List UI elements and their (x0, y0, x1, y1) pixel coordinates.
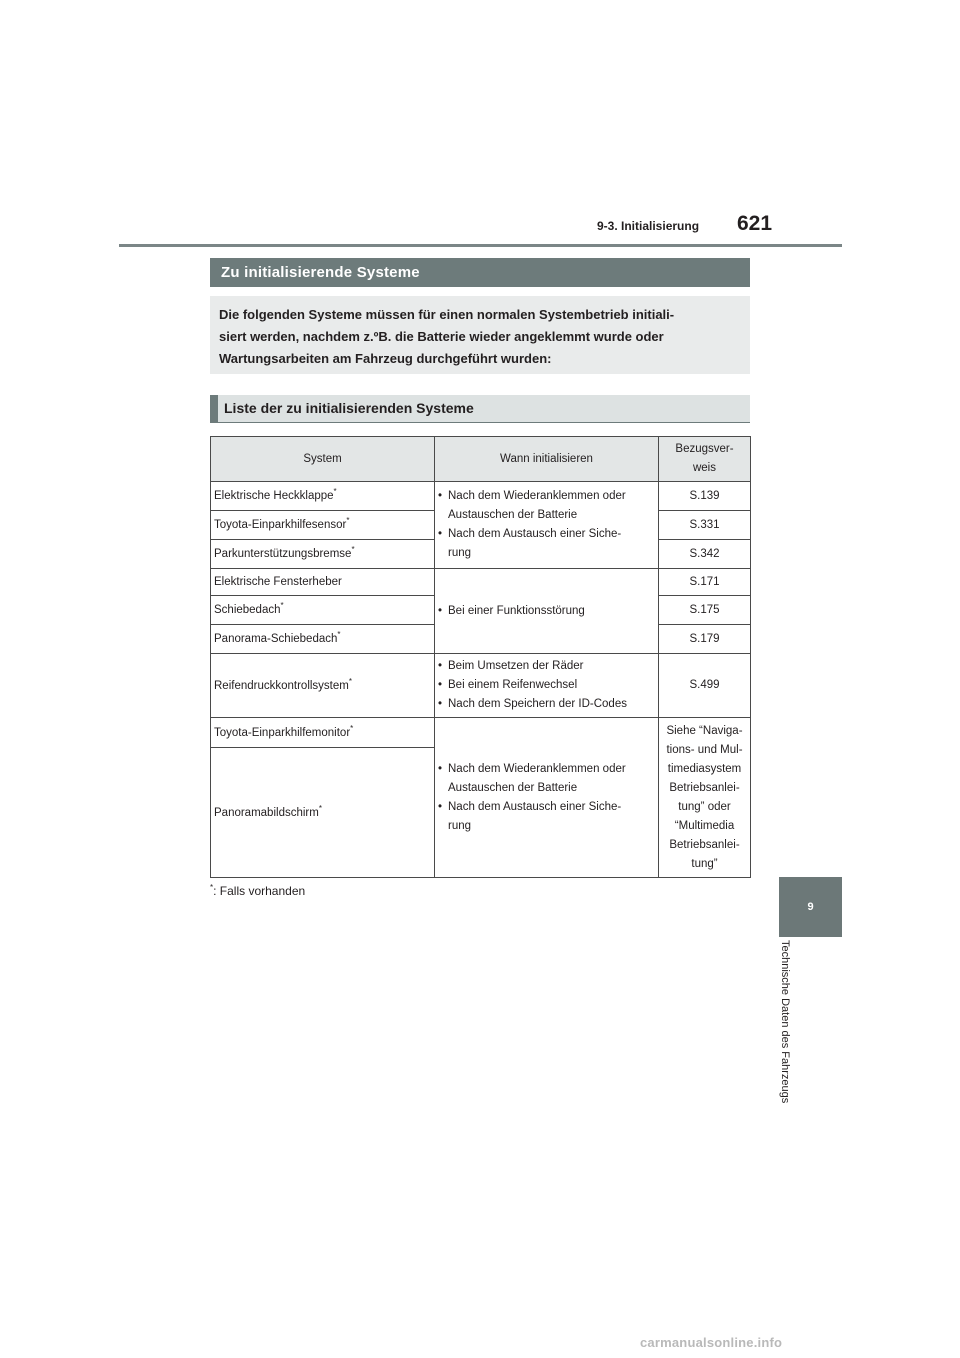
system-cell: Elektrische Fensterheber (211, 569, 435, 596)
watermark: carmanualsonline.info (640, 1335, 783, 1350)
footnote: *: Falls vorhanden (210, 883, 306, 898)
table-row (211, 654, 751, 718)
list-item: • Nach dem Austausch einer Siche- rung (438, 525, 655, 563)
system-cell: Panoramabildschirm* (211, 748, 435, 878)
chapter-side-label-text: Technische Daten des Fahrzeugs (779, 940, 791, 1104)
system-cell: Toyota-Einparkhilfesensor* (211, 511, 435, 540)
table-row (211, 718, 751, 748)
table-row (211, 569, 751, 596)
reference-cell: S.331 (659, 511, 751, 540)
when-cell (435, 654, 659, 718)
title-band: Zu initialisierende Systeme (210, 258, 750, 287)
reference-cell: S.139 (659, 482, 751, 511)
list-item: • Bei einer Funktionsstörung (438, 602, 655, 621)
systems-table (210, 436, 751, 878)
list-item: • Nach dem Wiederanklemmen oder Austauschen der Batterie (438, 487, 655, 525)
subheading: Liste der zu initialisierenden Systeme (210, 395, 750, 423)
reference-cell: S.179 (659, 625, 751, 654)
chapter-number: 9 (807, 901, 814, 913)
table-row (211, 482, 751, 511)
reference-cell: Siehe “Naviga- tions- und Mul- timediasystem Betriebsanlei- tung” oder “Multimedia Betriebsanlei- tung” (659, 718, 751, 878)
page-number: 621 (737, 212, 773, 235)
section-title: 9-3. Initialisierung (597, 219, 700, 233)
intro-line: siert werden, nachdem z.ºB. die Batterie wieder angeklemmt wurde oder (219, 329, 664, 344)
list-item: • Beim Umsetzen der Räder (438, 657, 655, 676)
header-system: System (211, 437, 435, 482)
intro-line: Wartungsarbeiten am Fahrzeug durchgeführt wurden: (219, 351, 552, 366)
when-cell (435, 569, 659, 654)
header-reference: Bezugsver- weis (659, 437, 751, 482)
header-rule (119, 244, 842, 247)
system-cell: Schiebedach* (211, 596, 435, 625)
list-item: • Nach dem Speichern der ID-Codes (438, 695, 655, 714)
reference-cell: S.175 (659, 596, 751, 625)
list-item: • Nach dem Wiederanklemmen oder Austauschen der Batterie (438, 760, 655, 798)
reference-cell: S.342 (659, 540, 751, 569)
intro-line: Die folgenden Systeme müssen für einen normalen Systembetrieb initiali- (219, 307, 675, 322)
when-cell (435, 482, 659, 569)
reference-cell: S.171 (659, 569, 751, 596)
reference-cell: S.499 (659, 654, 751, 718)
system-cell: Panorama-Schiebedach* (211, 625, 435, 654)
list-item: • Nach dem Austausch einer Siche- rung (438, 798, 655, 836)
system-cell: Toyota-Einparkhilfemonitor* (211, 718, 435, 748)
list-item: • Bei einem Reifenwechsel (438, 676, 655, 695)
system-cell: Elektrische Heckklappe* (211, 482, 435, 511)
header-when: Wann initialisieren (435, 437, 659, 482)
system-cell: Reifendruckkontrollsystem* (211, 654, 435, 718)
chapter-side-label (779, 940, 811, 1120)
intro-box (210, 296, 750, 374)
when-cell (435, 718, 659, 878)
table-header-row (211, 437, 751, 482)
chapter-tab (779, 877, 842, 937)
system-cell: Parkunterstützungsbremse* (211, 540, 435, 569)
